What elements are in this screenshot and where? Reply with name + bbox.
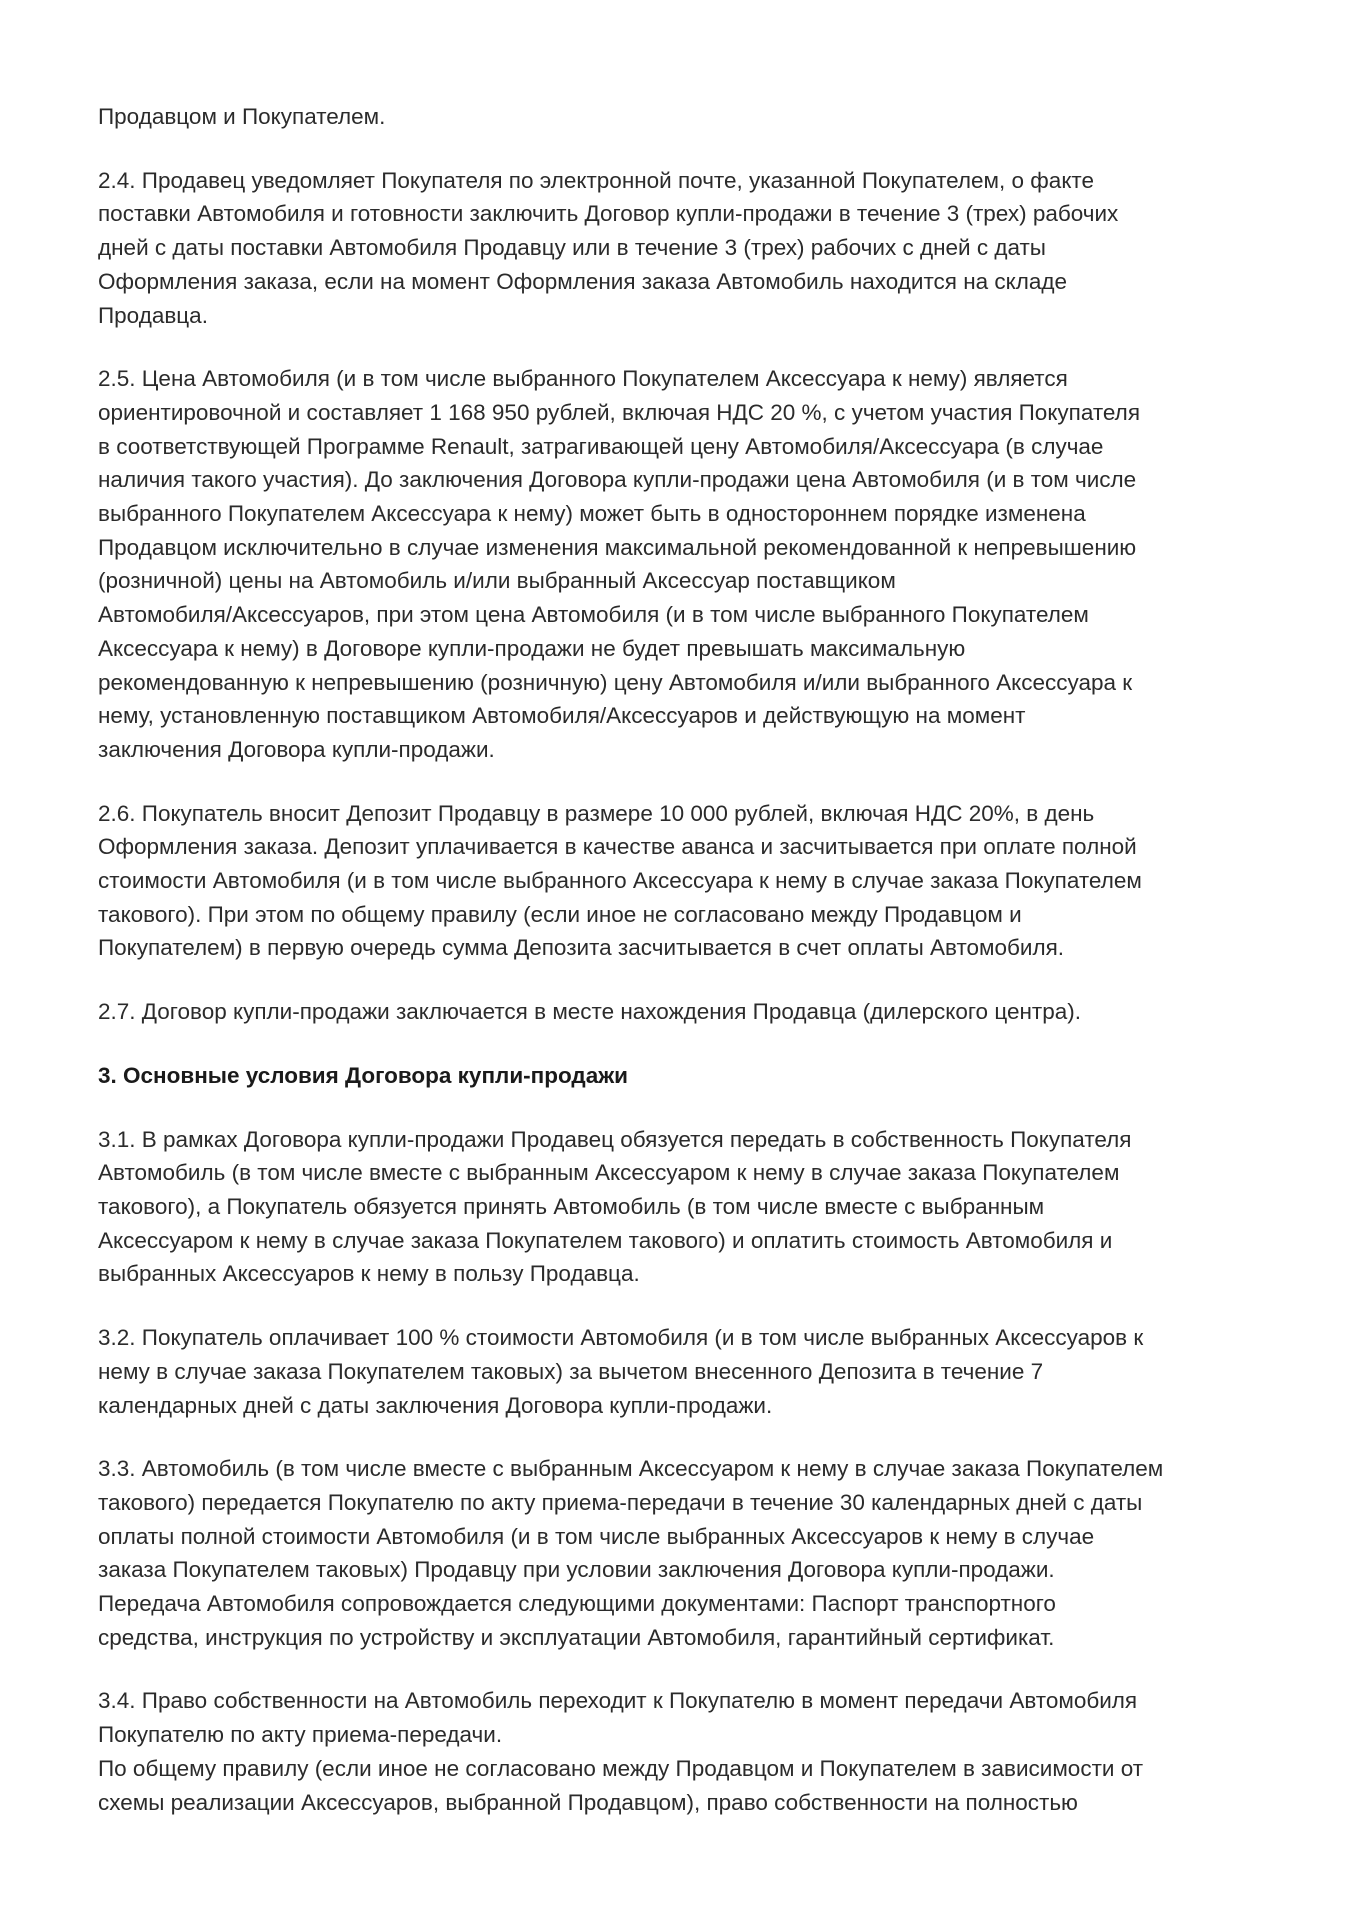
text-line: 3.1. В рамках Договора купли-продажи Продавец обязуется передать в собственность Покупателя xyxy=(98,1126,1132,1152)
text-line: рекомендованную к непревышению (розничную) цену Автомобиля и/или выбранного Аксессуара к xyxy=(98,669,1133,695)
text-line: средства, инструкция по устройству и эксплуатации Автомобиля, гарантийный сертификат. xyxy=(98,1624,1055,1650)
text-line: Продавцом и Покупателем. xyxy=(98,104,386,129)
text-line: выбранного Покупателем Аксессуара к нему) может быть в одностороннем порядке изменена xyxy=(98,501,1086,527)
text-line: нему, установленную поставщиком Автомобиля/Аксессуаров и действующую на момент xyxy=(98,703,1026,729)
text-line: нему в случае заказа Покупателем таковых) за вычетом внесенного Депозита в течение 7 xyxy=(98,1358,1044,1384)
clause-3-1 xyxy=(98,1123,1268,1292)
clause-2-7 xyxy=(98,995,1268,1029)
text-line: поставки Автомобиля и готовности заключить Договор купли-продажи в течение 3 (трех) рабочих xyxy=(98,201,1119,227)
text-line: 2.6. Покупатель вносит Депозит Продавцу в размере 10 000 рублей, включая НДС 20%, в день xyxy=(98,800,1095,826)
text-line: стоимости Автомобиля (и в том числе выбранного Аксессуара к нему в случае заказа Покупателем xyxy=(98,868,1142,894)
text-line: заказа Покупателем таковых) Продавцу при условии заключения Договора купли-продажи. xyxy=(98,1557,1055,1583)
text-line: такового), а Покупатель обязуется принять Автомобиль (в том числе вместе с выбранным xyxy=(98,1193,1045,1219)
text-line: такового) передается Покупателю по акту приема-передачи в течение 30 календарных дней с даты xyxy=(98,1489,1143,1515)
clause-2-5 xyxy=(98,362,1268,766)
text-line: Автомобиля/Аксессуаров, при этом цена Автомобиля (и в том числе выбранного Покупателем xyxy=(98,602,1089,628)
text-line: 2.5. Цена Автомобиля (и в том числе выбранного Покупателем Аксессуара к нему) является xyxy=(98,366,1068,392)
text-line: Продавцом исключительно в случае изменения максимальной рекомендованной к непревышению xyxy=(98,534,1137,560)
text-line: 2.4. Продавец уведомляет Покупателя по электронной почте, указанной Покупателем, о факте xyxy=(98,167,1094,193)
clause-3-2 xyxy=(98,1321,1268,1422)
clause-3-3 xyxy=(98,1452,1268,1654)
text-line: Покупателем) в первую очередь сумма Депозита засчитывается в счет оплаты Автомобиля. xyxy=(98,935,1065,961)
clause-2-6 xyxy=(98,797,1268,966)
text-line: Продавца. xyxy=(98,302,208,328)
clause-2-4 xyxy=(98,164,1268,333)
text-line: ориентировочной и составляет 1 168 950 рублей, включая НДС 20 %, с учетом участия Покупателя xyxy=(98,399,1140,425)
text-line: Аксессуаром к нему в случае заказа Покупателем такового) и оплатить стоимость Автомобиля и xyxy=(98,1227,1113,1253)
text-line: По общему правилу (если иное не согласовано между Продавцом и Покупателем в зависимости от xyxy=(98,1755,1144,1781)
text-line: 3.4. Право собственности на Автомобиль переходит к Покупателю в момент передачи Автомобиля xyxy=(98,1688,1138,1714)
text-line: наличия такого участия). До заключения Договора купли-продажи цена Автомобиля (и в том числе xyxy=(98,467,1137,493)
text-line: (розничной) цены на Автомобиль и/или выбранный Аксессуар поставщиком xyxy=(98,568,896,594)
text-line: календарных дней с даты заключения Договора купли-продажи. xyxy=(98,1392,773,1418)
text-line: Покупателю по акту приема-передачи. xyxy=(98,1722,503,1748)
text-line: Передача Автомобиля сопровождается следующими документами: Паспорт транспортного xyxy=(98,1591,1056,1617)
text-line: такового). При этом по общему правилу (если иное не согласовано между Продавцом и xyxy=(98,901,1022,927)
paragraph-continuation xyxy=(98,100,1268,134)
text-line: Аксессуара к нему) в Договоре купли-продажи не будет превышать максимальную xyxy=(98,635,966,661)
section-3-heading xyxy=(98,1059,1268,1093)
text-line: выбранных Аксессуаров к нему в пользу Продавца. xyxy=(98,1261,640,1287)
clause-3-4 xyxy=(98,1684,1268,1819)
document-page xyxy=(98,100,1268,1849)
text-line: оплаты полной стоимости Автомобиля (и в том числе выбранных Аксессуаров к нему в случае xyxy=(98,1523,1095,1549)
text-line: дней с даты поставки Автомобиля Продавцу или в течение 3 (трех) рабочих с дней с даты xyxy=(98,235,1046,261)
text-line: в соответствующей Программе Renault, затрагивающей цену Автомобиля/Аксессуара (в случае xyxy=(98,433,1104,459)
text-line: Оформления заказа, если на момент Оформления заказа Автомобиль находится на складе xyxy=(98,268,1068,294)
text-line: Автомобиль (в том числе вместе с выбранным Аксессуаром к нему в случае заказа Покупателем xyxy=(98,1160,1120,1186)
text-line: 3.2. Покупатель оплачивает 100 % стоимости Автомобиля (и в том числе выбранных Аксессуаров к xyxy=(98,1325,1144,1351)
text-line: Оформления заказа. Депозит уплачивается в качестве аванса и засчитывается при оплате полной xyxy=(98,834,1137,860)
heading-text: 3. Основные условия Договора купли-продажи xyxy=(98,1062,629,1088)
text-line: схемы реализации Аксессуаров, выбранной Продавцом), право собственности на полностью xyxy=(98,1789,1078,1815)
text-line: заключения Договора купли-продажи. xyxy=(98,736,495,762)
text-line: 3.3. Автомобиль (в том числе вместе с выбранным Аксессуаром к нему в случае заказа Покупателем xyxy=(98,1456,1164,1482)
text-line: 2.7. Договор купли-продажи заключается в месте нахождения Продавца (дилерского центра). xyxy=(98,999,1081,1025)
